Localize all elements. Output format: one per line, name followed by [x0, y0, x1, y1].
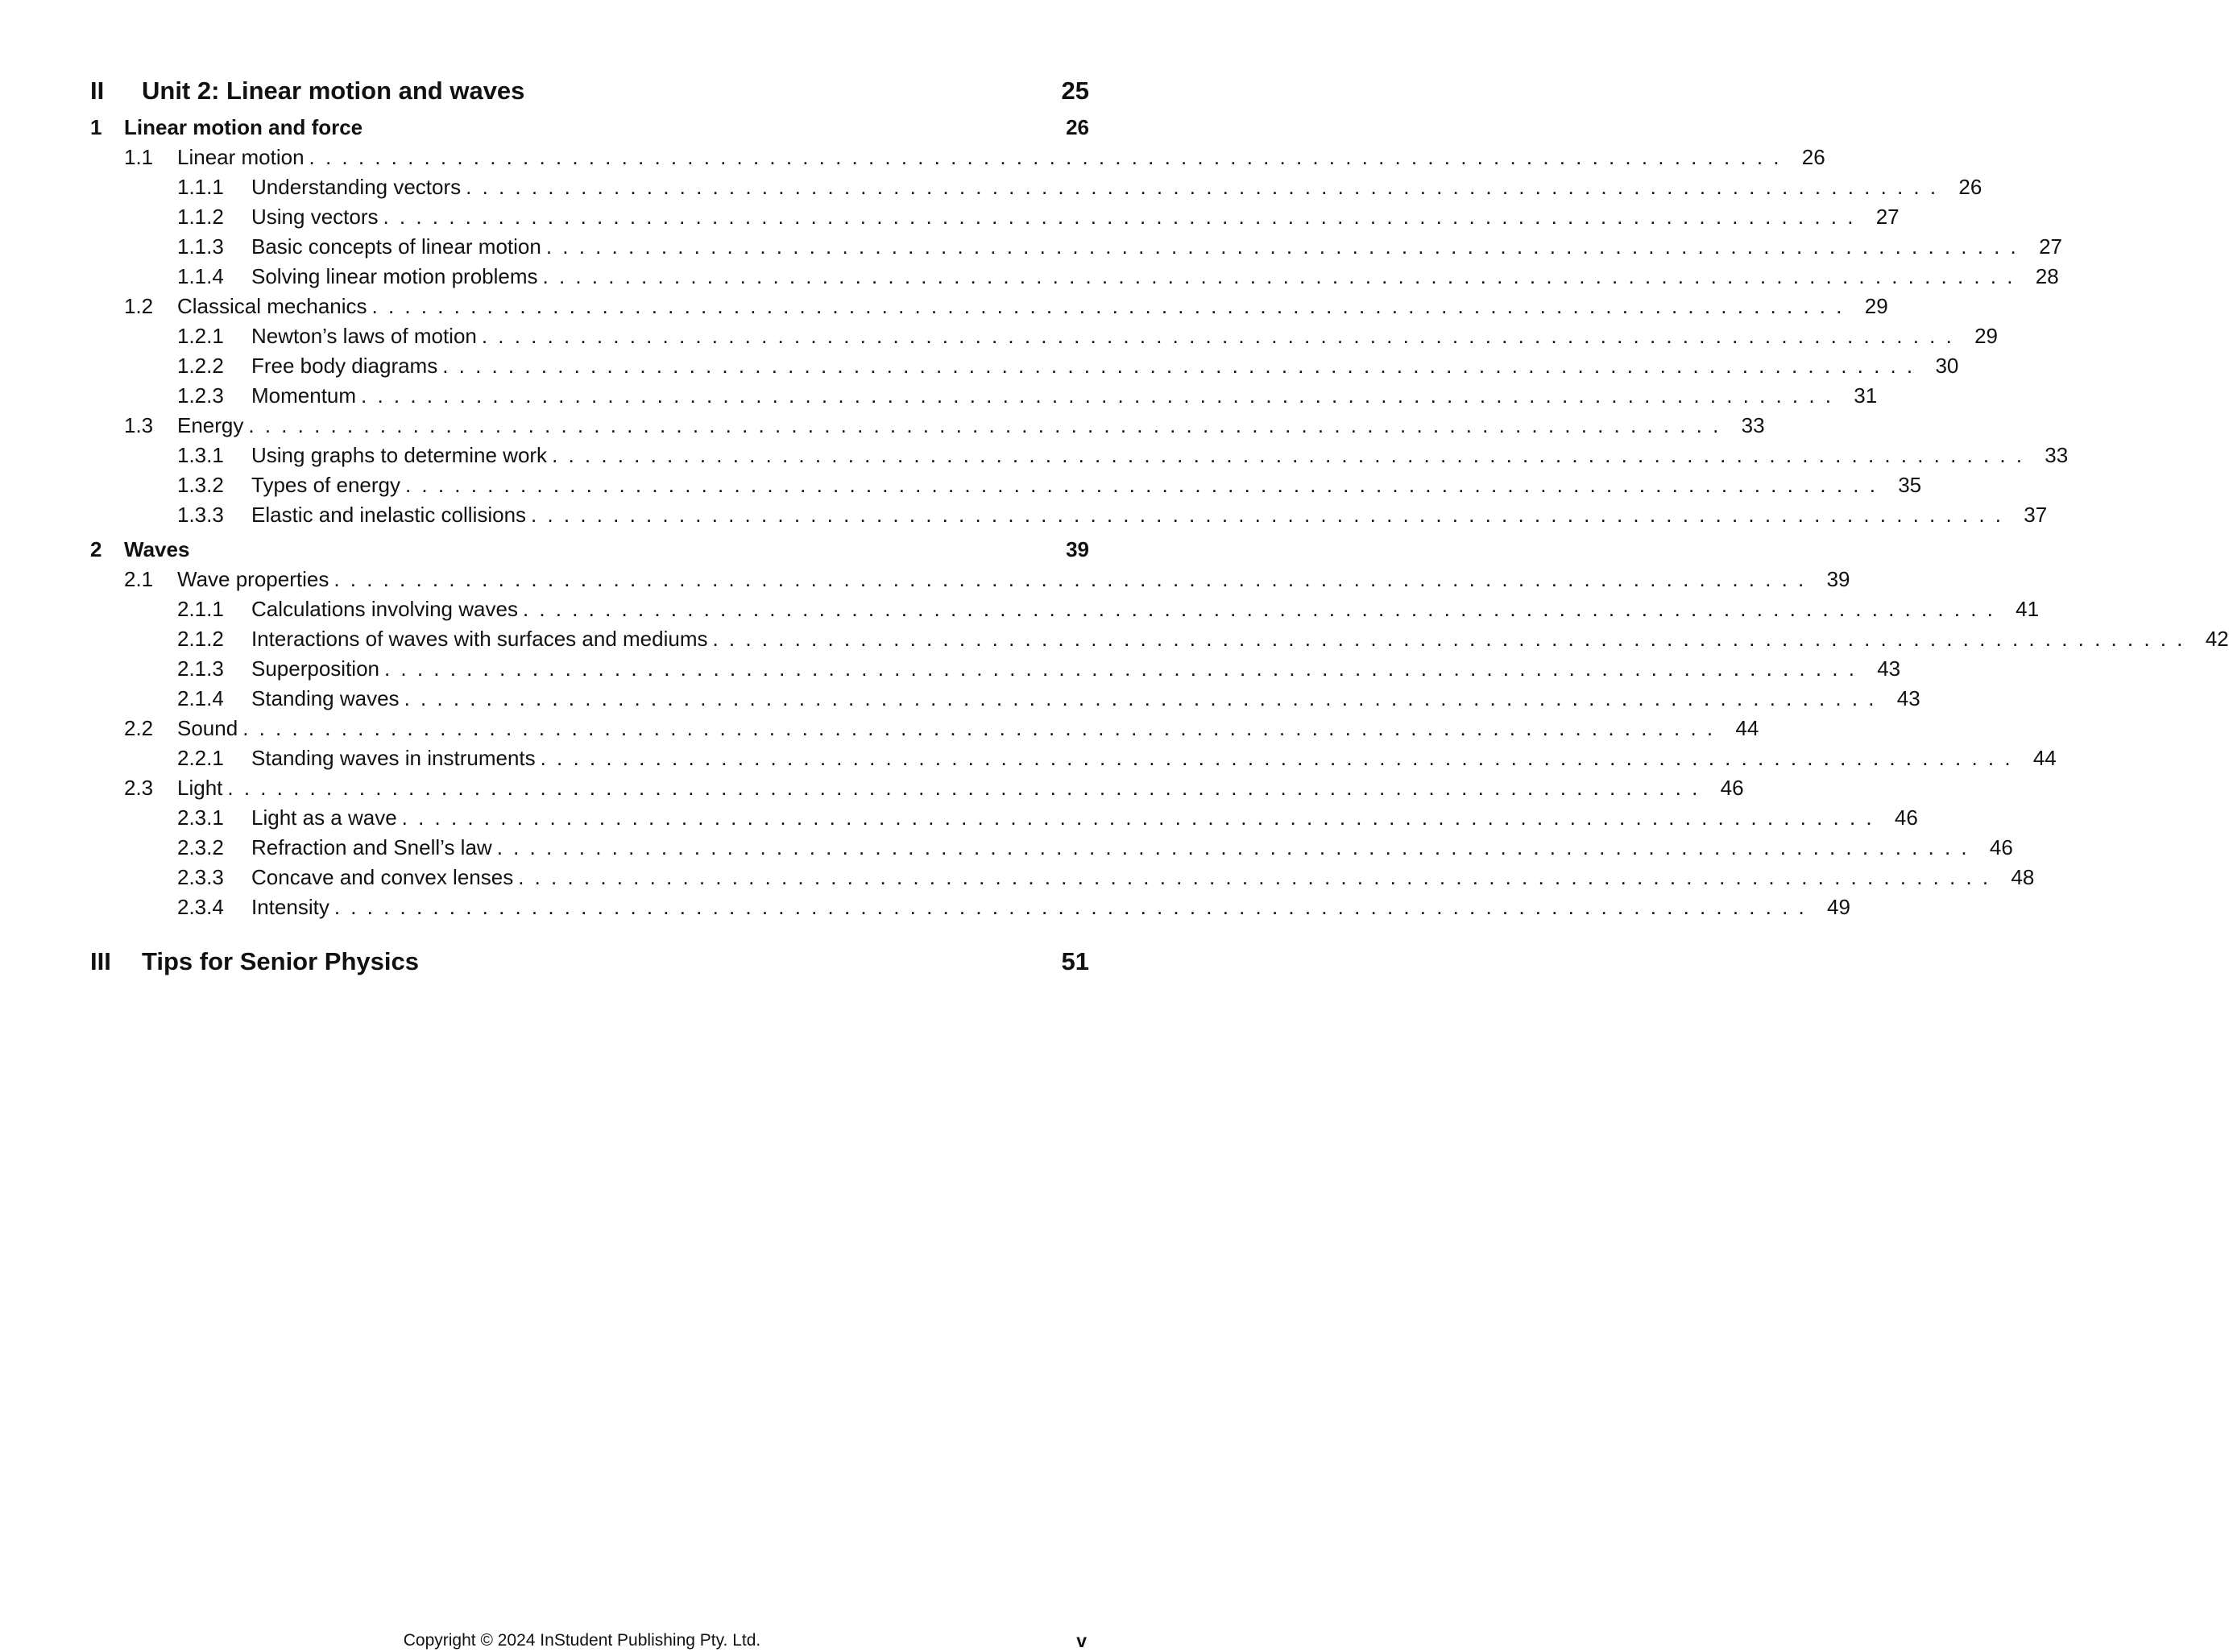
- dot-leader: ..........................................................................................: [404, 686, 1885, 710]
- entry-title: Elastic and inelastic collisions: [251, 503, 527, 527]
- entry-page-number: 27: [2039, 234, 2062, 259]
- entry-number: 1.2.1: [177, 324, 224, 348]
- entry-title: Sound: [177, 716, 238, 740]
- part-title: Tips for Senior Physics: [142, 947, 419, 975]
- part-number: III: [90, 947, 111, 975]
- dot-leader: ..........................................................................................: [227, 776, 1709, 800]
- chapter-title: Linear motion and force: [124, 115, 363, 139]
- dot-leader: ..........................................................................................: [496, 835, 1978, 859]
- toc-subsection-1-2-1[interactable]: [177, 322, 1999, 350]
- entry-page-number: 43: [1877, 656, 1901, 681]
- toc-section-2-2[interactable]: [124, 714, 1759, 742]
- toc-subsection-1-1-4[interactable]: [177, 263, 2059, 290]
- entry-number: 1.3: [124, 413, 154, 437]
- entry-number: 2.1.1: [177, 597, 224, 621]
- toc-part-3[interactable]: [90, 946, 1089, 978]
- toc-part-2[interactable]: [90, 75, 1089, 107]
- dot-leader: ..........................................................................................: [401, 805, 1883, 830]
- entry-title: Solving linear motion problems: [251, 264, 538, 288]
- dot-leader: ..........................................................................................: [481, 324, 1963, 348]
- entry-page-number: 30: [1935, 354, 1959, 378]
- entry-page-number: 42: [2205, 627, 2229, 651]
- part-title: Unit 2: Linear motion and waves: [142, 77, 525, 105]
- toc-subsection-2-2-1[interactable]: [177, 744, 2057, 772]
- entry-title: Light: [177, 776, 223, 800]
- entry-page-number: 26: [1958, 175, 1982, 199]
- entry-title: Standing waves in instruments: [251, 746, 536, 770]
- dot-leader: ..........................................................................................: [542, 264, 2024, 288]
- entry-number: 1.1.3: [177, 234, 224, 259]
- entry-page-number: 35: [1898, 473, 1922, 497]
- entry-title: Free body diagrams: [251, 354, 438, 378]
- toc-chapter-1[interactable]: [90, 114, 1089, 141]
- toc-subsection-1-1-3[interactable]: [177, 233, 2062, 260]
- entry-title: Understanding vectors: [251, 175, 462, 199]
- entry-number: 2.2: [124, 716, 154, 740]
- entry-title: Concave and convex lenses: [251, 865, 514, 889]
- entry-title: Using vectors: [251, 205, 379, 229]
- entry-title: Superposition: [251, 656, 379, 681]
- entry-page-number: 27: [1875, 205, 1900, 229]
- chapter-page-number: 26: [1066, 115, 1089, 139]
- entry-page-number: 39: [1826, 567, 1850, 591]
- entry-number: 2.3.3: [177, 865, 224, 889]
- toc-subsection-1-1-2[interactable]: [177, 203, 1900, 230]
- dot-leader: ..........................................................................................: [334, 895, 1815, 919]
- entry-number: 2.1: [124, 567, 154, 591]
- entry-page-number: 31: [1854, 383, 1878, 408]
- dot-leader: ..........................................................................................: [531, 503, 2012, 527]
- dot-leader: ..........................................................................................: [334, 567, 1815, 591]
- toc-subsection-2-3-2[interactable]: [177, 834, 2013, 861]
- dot-leader: ..........................................................................................: [361, 383, 1842, 408]
- entry-number: 1.1.2: [177, 205, 224, 229]
- chapter-page-number: 39: [1066, 537, 1089, 561]
- dot-leader: ..........................................................................................: [712, 627, 2194, 651]
- dot-leader: ..........................................................................................: [540, 746, 2021, 770]
- dot-leader: ..........................................................................................: [545, 234, 2027, 259]
- entry-title: Intensity: [251, 895, 329, 919]
- toc-section-2-3[interactable]: [124, 774, 1744, 801]
- toc-subsection-2-3-3[interactable]: [177, 863, 2035, 891]
- entry-number: 2.3.2: [177, 835, 224, 859]
- copyright-notice: Copyright © 2024 InStudent Publishing Pty. Ltd.: [403, 1631, 761, 1650]
- entry-page-number: 43: [1896, 686, 1920, 710]
- entry-number: 1.1.1: [177, 175, 224, 199]
- toc-subsection-1-3-2[interactable]: [177, 471, 1922, 499]
- entry-number: 2.1.3: [177, 656, 224, 681]
- toc-section-1-1[interactable]: [124, 143, 1825, 171]
- toc-chapter-2[interactable]: [90, 536, 1089, 563]
- entry-title: Linear motion: [177, 145, 305, 169]
- entry-number: 2.3.4: [177, 895, 224, 919]
- part-page-number: 25: [1061, 77, 1089, 105]
- toc-subsection-1-1-1[interactable]: [177, 173, 1982, 201]
- entry-page-number: 28: [2035, 264, 2059, 288]
- toc-subsection-2-1-2[interactable]: [177, 625, 2229, 652]
- entry-title: Using graphs to determine work: [251, 443, 548, 467]
- toc-subsection-2-3-4[interactable]: [177, 893, 1850, 921]
- dot-leader: ..........................................................................................: [248, 413, 1730, 437]
- page-folio: v: [1076, 1630, 1087, 1651]
- entry-number: 1.3.3: [177, 503, 224, 527]
- entry-number: 1.1: [124, 145, 154, 169]
- chapter-title: Waves: [124, 537, 190, 561]
- toc-subsection-1-3-1[interactable]: [177, 441, 2069, 469]
- dot-leader: ..........................................................................................: [371, 294, 1853, 318]
- entry-page-number: 49: [1827, 895, 1850, 919]
- entry-page-number: 46: [1894, 805, 1918, 830]
- entry-number: 2.1.2: [177, 627, 224, 651]
- entry-title: Momentum: [251, 383, 357, 408]
- dot-leader: ..........................................................................................: [242, 716, 1724, 740]
- toc-subsection-2-1-4[interactable]: [177, 685, 1920, 712]
- dot-leader: ..........................................................................................: [552, 443, 2033, 467]
- entry-title: Energy: [177, 413, 244, 437]
- dot-leader: ..........................................................................................: [442, 354, 1924, 378]
- toc-subsection-2-1-3[interactable]: [177, 655, 1901, 682]
- entry-number: 1.1.4: [177, 264, 224, 288]
- chapter-number: 1: [90, 115, 102, 139]
- entry-title: Interactions of waves with surfaces and mediums: [251, 627, 708, 651]
- dot-leader: ..........................................................................................: [522, 597, 2004, 621]
- toc-subsection-1-2-3[interactable]: [177, 382, 1878, 409]
- toc-section-2-1[interactable]: [124, 565, 1850, 593]
- part-page-number: 51: [1061, 947, 1089, 975]
- entry-title: Basic concepts of linear motion: [251, 234, 541, 259]
- entry-page-number: 46: [1989, 835, 2013, 859]
- dot-leader: ..........................................................................................: [405, 473, 1887, 497]
- entry-title: Standing waves: [251, 686, 400, 710]
- entry-page-number: 26: [1801, 145, 1825, 169]
- entry-title: Calculations involving waves: [251, 597, 518, 621]
- entry-number: 1.2.2: [177, 354, 224, 378]
- chapter-number: 2: [90, 537, 102, 561]
- entry-page-number: 48: [2011, 865, 2035, 889]
- toc-subsection-1-3-3[interactable]: [177, 501, 2048, 528]
- toc-subsection-2-3-1[interactable]: [177, 804, 1918, 831]
- toc-subsection-2-1-1[interactable]: [177, 595, 2040, 623]
- entry-page-number: 29: [1864, 294, 1888, 318]
- entry-page-number: 44: [1735, 716, 1759, 740]
- entry-number: 1.2: [124, 294, 154, 318]
- entry-number: 1.3.2: [177, 473, 224, 497]
- entry-number: 2.2.1: [177, 746, 224, 770]
- toc-section-1-3[interactable]: [124, 412, 1765, 439]
- dot-leader: ..........................................................................................: [309, 145, 1790, 169]
- entry-number: 1.3.1: [177, 443, 224, 467]
- entry-title: Light as a wave: [251, 805, 397, 830]
- part-number: II: [90, 77, 105, 105]
- dot-leader: ..........................................................................................: [383, 205, 1864, 229]
- toc-section-1-2[interactable]: [124, 292, 1888, 320]
- entry-number: 1.2.3: [177, 383, 224, 408]
- entry-page-number: 46: [1720, 776, 1744, 800]
- entry-title: Newton’s laws of motion: [251, 324, 477, 348]
- toc-subsection-1-2-2[interactable]: [177, 352, 1959, 379]
- entry-page-number: 37: [2024, 503, 2048, 527]
- entry-number: 2.3.1: [177, 805, 224, 830]
- entry-title: Classical mechanics: [177, 294, 367, 318]
- entry-number: 2.1.4: [177, 686, 224, 710]
- entry-title: Refraction and Snell’s law: [251, 835, 492, 859]
- dot-leader: ..........................................................................................: [518, 865, 1999, 889]
- entry-page-number: 44: [2032, 746, 2057, 770]
- entry-page-number: 33: [2045, 443, 2069, 467]
- entry-page-number: 29: [1974, 324, 1999, 348]
- entry-page-number: 33: [1741, 413, 1765, 437]
- dot-leader: ..........................................................................................: [466, 175, 1947, 199]
- entry-page-number: 41: [2016, 597, 2040, 621]
- dot-leader: ..........................................................................................: [384, 656, 1866, 681]
- entry-title: Types of energy: [251, 473, 400, 497]
- entry-title: Wave properties: [177, 567, 329, 591]
- entry-number: 2.3: [124, 776, 154, 800]
